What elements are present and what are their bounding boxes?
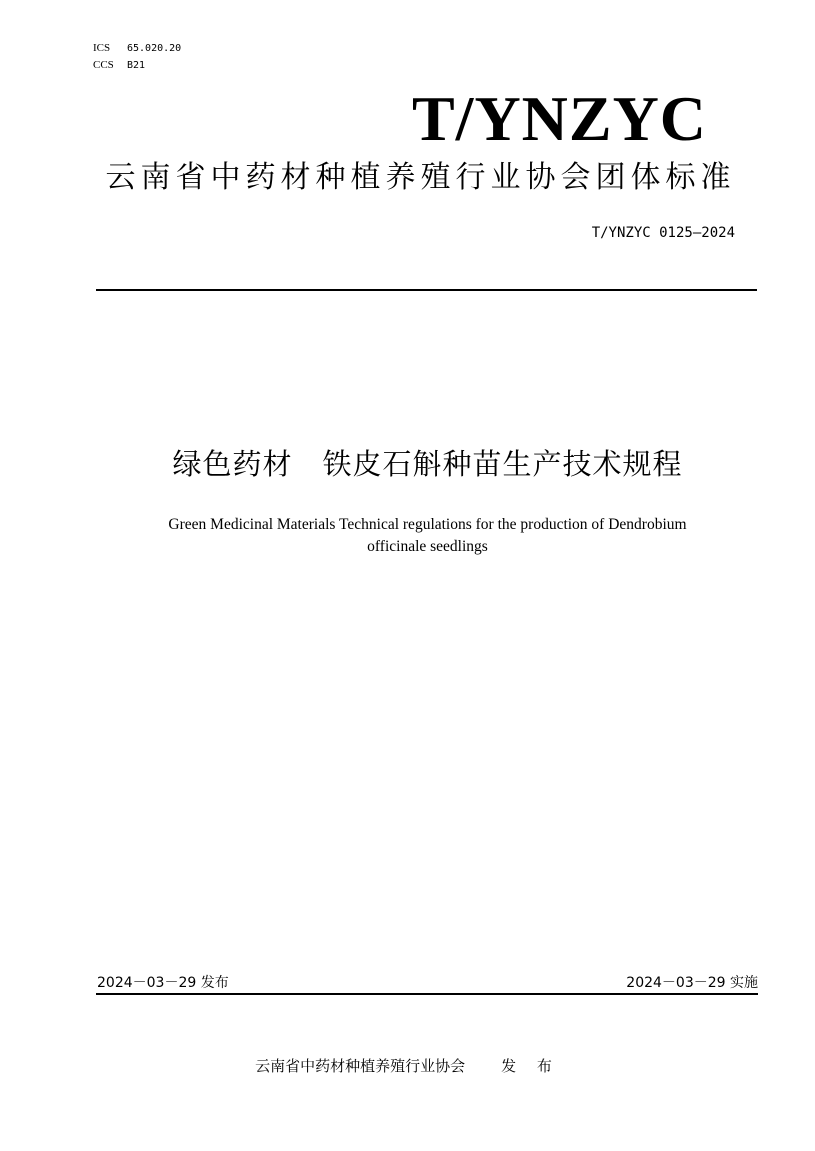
publish-action: 发 布 <box>501 1057 560 1075</box>
ccs-row <box>93 57 181 74</box>
organization-title: 云南省中药材种植养殖行业协会团体标准 <box>105 160 736 195</box>
implement-date: 2024－03－29 实施 <box>626 975 758 991</box>
publisher-name: 云南省中药材种植养殖行业协会 <box>255 1057 466 1075</box>
document-title-english: Green Medicinal Materials Technical regulations for the production of Dendrobium officinale seedlings <box>168 516 687 555</box>
ics-label: ICS <box>93 42 111 54</box>
bottom-divider <box>96 993 758 995</box>
ics-value: 65.020.20 <box>127 43 182 54</box>
ccs-label: CCS <box>93 59 114 71</box>
top-divider <box>96 289 757 291</box>
publish-date: 2024－03－29 发布 <box>97 975 229 991</box>
brand-code: T/YNZYC <box>411 83 707 154</box>
document-title-chinese: 绿色药材 铁皮石斛种苗生产技术规程 <box>172 447 683 481</box>
ics-row <box>93 40 181 57</box>
classification-codes <box>93 40 181 74</box>
ccs-value: B21 <box>127 60 146 71</box>
standard-number: T/YNZYC 0125—2024 <box>591 225 735 241</box>
publisher-line <box>0 1055 815 1076</box>
